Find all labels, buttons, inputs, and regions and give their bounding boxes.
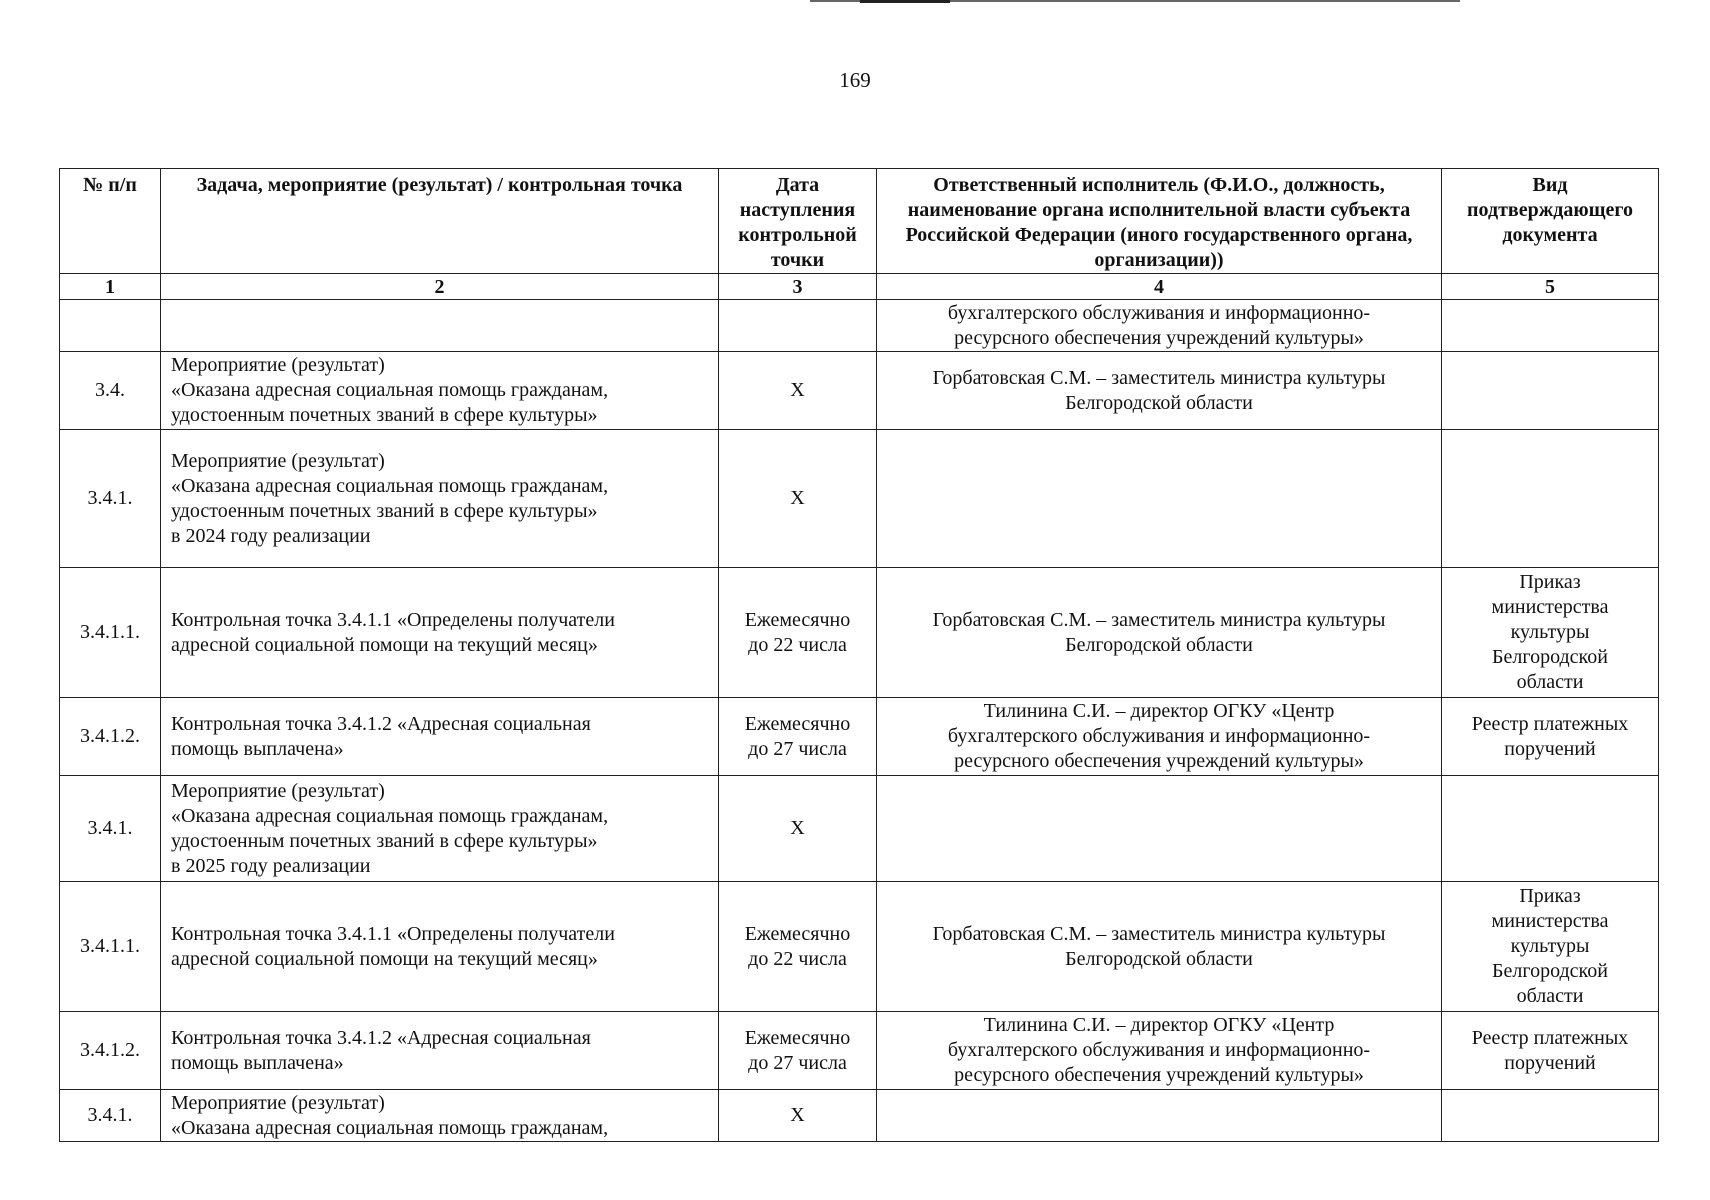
cell-document-line: Белгородской: [1492, 646, 1608, 668]
cell-date-line: Х: [790, 379, 805, 401]
cell-task: [161, 882, 719, 1012]
cell-document: [1442, 1012, 1659, 1090]
cell-number: 3.4.1.: [60, 776, 161, 882]
cell-responsible: [877, 568, 1442, 698]
cell-number: 3.4.1.2.: [60, 1012, 161, 1090]
cell-date-line: до 27 числа: [748, 1051, 847, 1074]
cell-task-line: Контрольная точка 3.4.1.1 «Определены получатели: [171, 922, 615, 945]
cell-task-line: «Оказана адресная социальная помощь гражданам,: [171, 1116, 609, 1139]
table-row: [60, 698, 1659, 776]
cell-number: 3.4.1.2.: [60, 698, 161, 776]
table-row: [60, 882, 1659, 1012]
cell-responsible-line: ресурсного обеспечения учреждений культуры»: [954, 1064, 1364, 1086]
cell-responsible-line: ресурсного обеспечения учреждений культуры»: [954, 326, 1364, 349]
cell-document: [1442, 430, 1659, 568]
cell-task-line: помощь выплачена»: [171, 737, 344, 760]
cell-responsible-line: Белгородской области: [1065, 391, 1253, 414]
header-responsible: Ответственный исполнитель (Ф.И.О., должность, наименование органа исполнительной власти субъекта Российской Федерации (иного государственного органа, организации)): [877, 169, 1442, 274]
cell-date-line: Ежемесячно: [744, 922, 851, 945]
table-row: [60, 430, 1659, 568]
cell-document-line: министерства: [1491, 910, 1609, 932]
cell-responsible: [877, 430, 1442, 568]
cell-task-line: адресной социальной помощи на текущий месяц»: [171, 947, 598, 970]
cell-date-line: Ежемесячно: [744, 1026, 851, 1049]
cell-responsible: [877, 300, 1442, 352]
cell-document-line: культуры: [1510, 935, 1590, 957]
header-document: Вид подтверждающего документа: [1442, 169, 1659, 274]
cell-task: [161, 776, 719, 882]
cell-document-line: поручений: [1504, 737, 1596, 760]
cell-responsible: [877, 1090, 1442, 1142]
cell-date-line: Ежемесячно: [744, 608, 851, 631]
cell-task: [161, 430, 719, 568]
header-date: Дата наступления контрольной точки: [719, 169, 877, 274]
cell-responsible-line: бухгалтерского обслуживания и информационно-: [947, 301, 1371, 324]
cell-responsible: [877, 352, 1442, 430]
cell-document-line: Приказ: [1519, 571, 1581, 593]
scan-edge-line-dark: [860, 0, 950, 3]
cell-task-line: «Оказана адресная социальная помощь гражданам,: [171, 474, 609, 497]
table-header-row: [60, 169, 1659, 274]
cell-document-line: области: [1516, 671, 1584, 693]
column-number: 2: [161, 274, 719, 300]
cell-responsible-line: Тилинина С.И. – директор ОГКУ «Центр: [983, 700, 1335, 722]
cell-date: [719, 698, 877, 776]
cell-date-line: до 22 числа: [748, 947, 847, 970]
cell-task: [161, 568, 719, 698]
table-row: [60, 352, 1659, 430]
cell-task: [161, 1012, 719, 1090]
cell-responsible-line: ресурсного обеспечения учреждений культуры»: [954, 750, 1364, 772]
cell-date: [719, 352, 877, 430]
cell-date-line: Х: [790, 817, 805, 839]
cell-task-line: удостоенным почетных званий в сфере культуры»: [171, 404, 598, 426]
cell-document: [1442, 882, 1659, 1012]
cell-responsible-line: Горбатовская С.М. – заместитель министра культуры: [932, 608, 1386, 631]
table-row: [60, 568, 1659, 698]
cell-number: 3.4.1.1.: [60, 882, 161, 1012]
column-number: 5: [1442, 274, 1659, 300]
cell-responsible-line: Горбатовская С.М. – заместитель министра культуры: [932, 366, 1386, 389]
table-row: [60, 300, 1659, 352]
cell-date: [719, 776, 877, 882]
cell-document-line: Реестр платежных: [1471, 1026, 1629, 1049]
cell-responsible-line: Белгородской области: [1065, 947, 1253, 970]
cell-number: [60, 300, 161, 352]
cell-task-line: удостоенным почетных званий в сфере культуры»: [171, 499, 598, 522]
cell-document: [1442, 776, 1659, 882]
cell-date: [719, 1012, 877, 1090]
cell-task: [161, 1090, 719, 1142]
cell-task-line: удостоенным почетных званий в сфере культуры»: [171, 829, 598, 852]
cell-responsible: [877, 1012, 1442, 1090]
cell-responsible: [877, 698, 1442, 776]
cell-task: [161, 300, 719, 352]
table-row: [60, 1090, 1659, 1142]
cell-responsible: [877, 882, 1442, 1012]
page-number: 169: [839, 68, 871, 92]
table-row: [60, 776, 1659, 882]
cell-task-line: «Оказана адресная социальная помощь гражданам,: [171, 379, 609, 401]
cell-responsible-line: Тилинина С.И. – директор ОГКУ «Центр: [983, 1014, 1335, 1036]
cell-task-line: Контрольная точка 3.4.1.1 «Определены получатели: [171, 608, 615, 631]
column-number: 3: [719, 274, 877, 300]
cell-number: 3.4.1.: [60, 1090, 161, 1142]
cell-task-line: Мероприятие (результат): [171, 449, 385, 472]
cell-document: [1442, 352, 1659, 430]
header-num: № п/п: [60, 169, 161, 274]
cell-responsible-line: бухгалтерского обслуживания и информационно-: [947, 725, 1371, 747]
cell-task-line: Мероприятие (результат): [171, 354, 385, 376]
cell-number: 3.4.1.: [60, 430, 161, 568]
cell-responsible: [877, 776, 1442, 882]
cell-date-line: до 27 числа: [748, 737, 847, 760]
cell-date: [719, 1090, 877, 1142]
cell-document-line: области: [1516, 985, 1584, 1007]
cell-date: [719, 882, 877, 1012]
cell-task: [161, 698, 719, 776]
table-body: [60, 300, 1659, 1142]
cell-task-line: в 2024 году реализации: [171, 524, 371, 547]
cell-task-line: Мероприятие (результат): [171, 779, 385, 802]
cell-date-line: Х: [790, 487, 805, 509]
table-row: [60, 1012, 1659, 1090]
cell-document: [1442, 568, 1659, 698]
cell-document: [1442, 300, 1659, 352]
cell-number: 3.4.: [60, 352, 161, 430]
cell-task-line: Контрольная точка 3.4.1.2 «Адресная социальная: [171, 712, 591, 735]
cell-task-line: помощь выплачена»: [171, 1051, 344, 1074]
cell-responsible-line: Белгородской области: [1065, 633, 1253, 656]
cell-task-line: Контрольная точка 3.4.1.2 «Адресная социальная: [171, 1026, 591, 1049]
cell-number: 3.4.1.1.: [60, 568, 161, 698]
cell-document: [1442, 698, 1659, 776]
cell-document-line: Приказ: [1519, 885, 1581, 907]
cell-date: [719, 430, 877, 568]
cell-task-line: адресной социальной помощи на текущий месяц»: [171, 633, 598, 656]
cell-document-line: Реестр платежных: [1471, 712, 1629, 735]
column-number: 4: [877, 274, 1442, 300]
cell-task-line: Мероприятие (результат): [171, 1091, 385, 1114]
cell-responsible-line: Горбатовская С.М. – заместитель министра культуры: [932, 922, 1386, 945]
header-task: Задача, мероприятие (результат) / контрольная точка: [161, 169, 719, 274]
cell-date-line: Х: [790, 1104, 805, 1126]
cell-date-line: до 22 числа: [748, 633, 847, 656]
control-points-table: [59, 168, 1659, 1142]
cell-task-line: в 2025 году реализации: [171, 854, 371, 877]
cell-document-line: Белгородской: [1492, 960, 1608, 982]
cell-task-line: «Оказана адресная социальная помощь гражданам,: [171, 804, 609, 827]
cell-document-line: культуры: [1510, 621, 1590, 643]
cell-task: [161, 352, 719, 430]
column-number: 1: [60, 274, 161, 300]
cell-responsible-line: бухгалтерского обслуживания и информационно-: [947, 1039, 1371, 1061]
cell-date: [719, 300, 877, 352]
cell-date: [719, 568, 877, 698]
cell-document-line: министерства: [1491, 596, 1609, 618]
cell-document-line: поручений: [1504, 1051, 1596, 1074]
cell-document: [1442, 1090, 1659, 1142]
column-numbers-row: [60, 274, 1659, 300]
cell-date-line: Ежемесячно: [744, 712, 851, 735]
